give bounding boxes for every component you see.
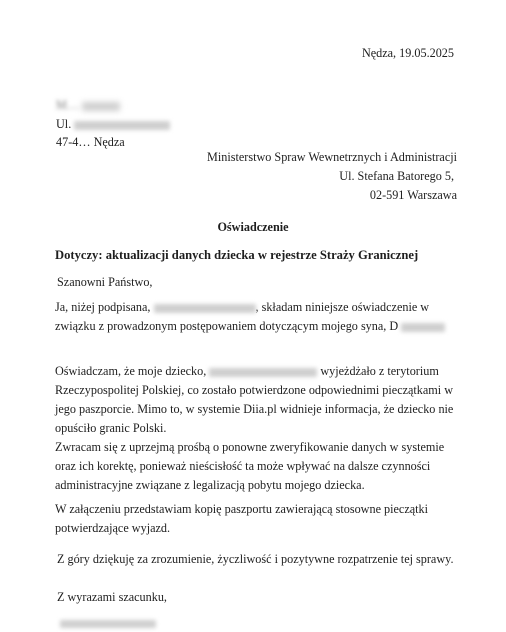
closing: Z wyrazami szacunku, xyxy=(57,590,167,604)
redacted-name-2 xyxy=(401,323,445,332)
paragraph-1: Ja, niżej podpisana, , składam niniejsze oświadczenie w związku z prowadzonym postępowaniem dotyczącym mojego syna, D xyxy=(55,298,460,336)
sender-street-redaction xyxy=(74,121,170,130)
paragraph-5: Z góry dziękuję za zrozumienie, życzliwość i pozytywne rozpatrzenie tej sprawy. xyxy=(57,552,454,566)
paragraph-4: W załączeniu przedstawiam kopię paszportu zawierającą stosowne pieczątki potwierdzające wyjazd. xyxy=(55,502,429,535)
paragraph-2: Oświadczam, że moje dziecko, wyjeżdżało z terytorium Rzeczypospolitej Polskiej, co zostało potwierdzone odpowiednimi pieczątkami w jego paszporcie. Mimo to, w systemie Diia.pl widnieje informacja, że dziecko nie opuściło granic Polski. xyxy=(55,364,454,435)
signature-redaction xyxy=(60,614,156,632)
recipient-name: Ministerstwo Spraw Wewnetrznych i Administracji xyxy=(207,150,457,164)
sender-name-redaction xyxy=(82,102,120,111)
sender-postal: 47-4… Nędza xyxy=(56,135,125,149)
paragraph-3: Zwracam się z uprzejmą prośbą o ponowne zweryfikowanie danych w systemie oraz ich korektę, ponieważ nieścisłość ta może wpływać na dalsze czynności administracyjne związane z legalizacją pobytu mojego dziecka. xyxy=(55,440,445,492)
subject-line: Dotyczy: aktualizacji danych dziecka w rejestrze Straży Granicznej xyxy=(55,248,419,262)
redacted-name-3 xyxy=(209,368,317,377)
place-date: Nędza, 19.05.2025 xyxy=(361,46,454,60)
sender-street xyxy=(56,115,170,133)
document-title: Oświadczenie xyxy=(217,220,289,234)
sender-name: M… xyxy=(56,96,120,114)
recipient-street: Ul. Stefana Batorego 5, xyxy=(339,169,454,183)
recipient-city: 02-591 Warszawa xyxy=(369,188,457,202)
redacted-name-1 xyxy=(154,304,256,313)
sender-street-prefix: Ul. xyxy=(56,117,72,131)
salutation: Szanowni Państwo, xyxy=(57,275,153,289)
